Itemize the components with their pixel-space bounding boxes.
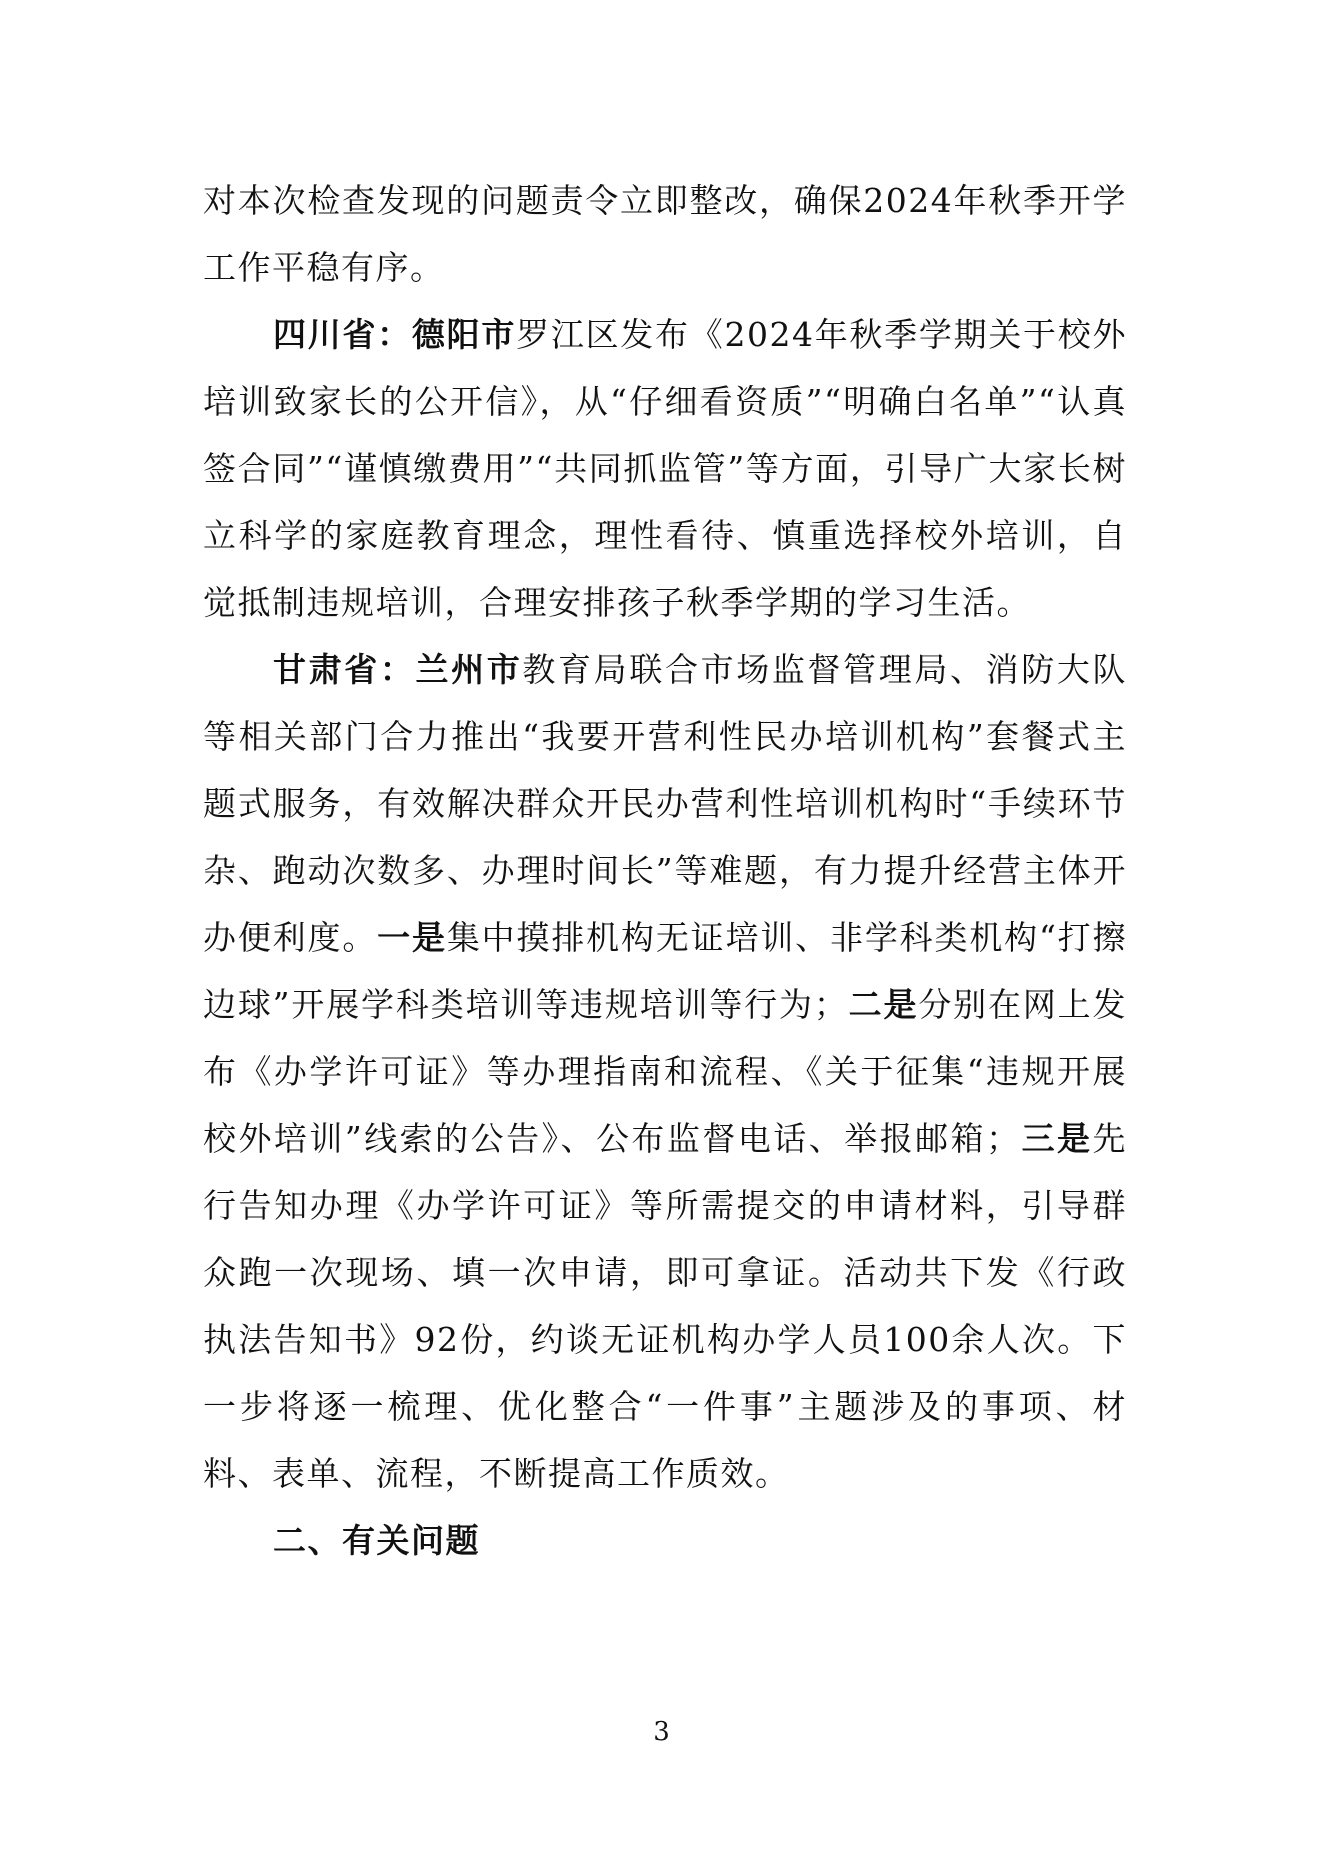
- paragraph-text: 集中摸排机构无证培训、非学科类机构“打擦边球”开展学科类培训等违规培训等行为；: [203, 918, 1128, 1024]
- keyword-second: 二是: [848, 985, 919, 1024]
- paragraph-text: 分别在网上发布《办学许可证》等办理指南和流程、《关于征集“违规开展校外培训”线索的公告》、公布监督电话、举报邮箱；: [203, 985, 1128, 1158]
- region-label: 甘肃省：兰州市: [273, 650, 523, 689]
- paragraph-sichuan: [203, 301, 1127, 636]
- paragraph-text: 罗江区发布《2024年秋季学期关于校外培训致家长的公开信》，从“仔细看资质”“明确白名单”“认真签合同”“谨慎缴费用”“共同抓监管”等方面，引导广大家长树立科学的家庭教育理念，理性看待、慎重选择校外培训，自觉抵制违规培训，合理安排孩子秋季学期的学习生活。: [203, 315, 1128, 622]
- page-number: 3: [653, 1717, 670, 1747]
- section-heading: 二、有关问题: [273, 1521, 480, 1560]
- paragraph-text: 先行告知办理《办学许可证》等所需提交的申请材料，引导群众跑一次现场、填一次申请，即可拿证。活动共下发《行政执法告知书》92份，约谈无证机构办学人员100余人次。下一步将逐一梳理、优化整合“一件事”主题涉及的事项、材料、表单、流程，不断提高工作质效。: [203, 1119, 1128, 1493]
- keyword-first: 一是: [377, 918, 447, 957]
- document-body: [203, 167, 1127, 1574]
- paragraph-text: 对本次检查发现的问题责令立即整改，确保2024年秋季开学工作平稳有序。: [203, 181, 1127, 287]
- paragraph-text: 教育局联合市场监督管理局、消防大队等相关部门合力推出“我要开营利性民办培训机构”套餐式主题式服务，有效解决群众开民办营利性培训机构时“手续环节杂、跑动次数多、办理时间长”等难题，有力提升经营主体开办便利度。: [203, 650, 1128, 957]
- paragraph-gansu: [203, 636, 1127, 1507]
- keyword-third: 三是: [1020, 1119, 1093, 1158]
- paragraph-continuation: [203, 167, 1127, 301]
- region-label: 四川省：德阳市: [273, 315, 517, 354]
